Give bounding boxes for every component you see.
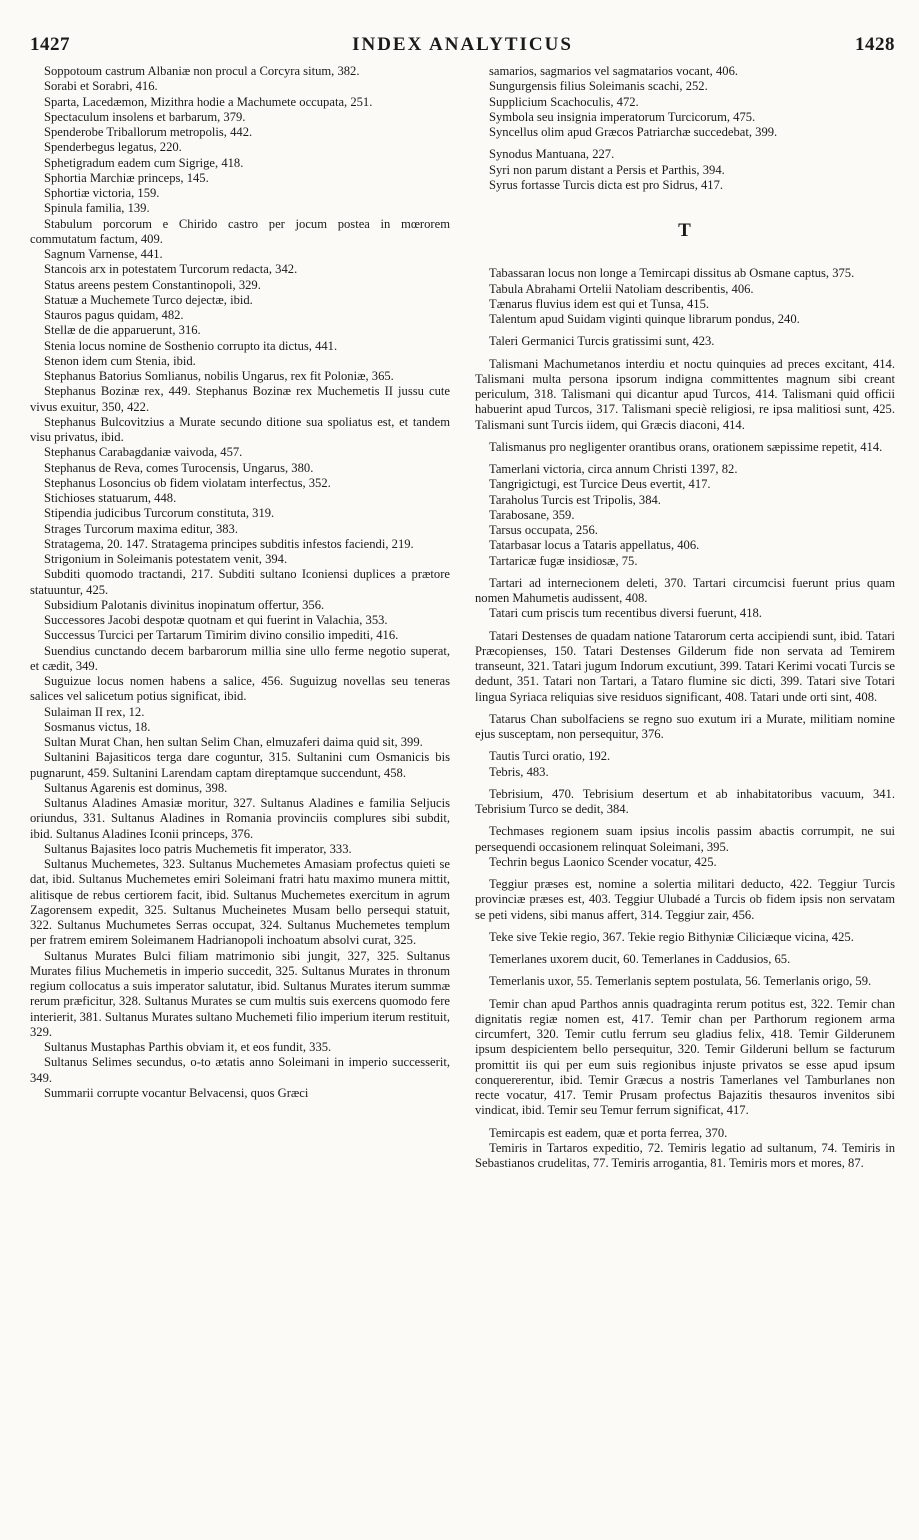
index-entry: Strages Turcorum maxima editur, 383. <box>44 521 238 536</box>
index-entry: Successus Turcici per Tartarum Timirim divino consilio impediti, 416. <box>44 628 399 643</box>
index-entry: Status areens pestem Constantinopoli, 329. <box>44 277 261 292</box>
index-entry: Stabulum porcorum e Chirido castro per jocum postea in mœrorem commutatum factum, 409. <box>30 216 450 246</box>
index-entry: Stephanus Carabagdaniæ vaivoda, 457. <box>44 445 243 460</box>
index-entry: samarios, sagmarios vel sagmatarios vocant, 406. <box>489 64 739 78</box>
index-entry: Symbola seu insignia imperatorum Turcicorum, 475. <box>489 109 756 124</box>
index-entry: Spenderobe Triballorum metropolis, 442. <box>44 125 253 139</box>
index-entry: Tatarus Chan subolfaciens se regno suo exutum iri a Murate, militiam nomine ejus susceptam, non persequitur, 376. <box>475 711 895 741</box>
page-number-right: 1428 <box>855 34 895 55</box>
index-entry: Temiris in Tartaros expeditio, 72. Temiris legatio ad sultanum, 74. Temiris in Sebastianos crudelitas, 77. Temiris arrogantia, 81. Temiris mors et mores, 87. <box>475 1140 895 1170</box>
index-entry: Syrus fortasse Turcis dicta est pro Sidrus, 417. <box>489 177 724 192</box>
index-entry: Spenderbegus legatus, 220. <box>44 140 182 155</box>
index-entry: Tabassaran locus non longe a Temircapi dissitus ab Osmane captus, 375. <box>489 266 855 281</box>
index-entry: Stellæ de die apparuerunt, 316. <box>44 323 201 338</box>
index-entry: Sultanus Aladines Amasiæ moritur, 327. Sultanus Aladines e familia Seljucis oriundus, 331. Sultanus Aladines in Romania provinciis complures sibi subdit, ibid. Sultanus Aladines Iconii princeps, 376. <box>30 796 450 841</box>
index-entry: Tænarus fluvius idem est qui et Tunsa, 415. <box>489 296 710 311</box>
index-entry: Taraholus Turcis est Tripolis, 384. <box>489 492 661 507</box>
index-entry: Tabula Abrahami Ortelii Natoliam describentis, 406. <box>489 281 754 296</box>
index-entry: Subsidium Palotanis divinitus inopinatum offertur, 356. <box>44 597 325 612</box>
index-entry: Temir chan apud Parthos annis quadraginta rerum potitus est, 322. Temir chan dignitatis regiæ nomen est, 417. Temir chan per Parthorum regionem arma circumfert, 320. Temir cutlu ferrum seu gladius felix, 418. Temir Gilderunem ipsum despicientem bello persequitur, 320. Temir Gilderuni bellum se facturum promittit iis qui per eum suis regionibus injuste privatos se esse apud ipsum conquererentur, ibid. Temir Græcus a nostris Tamerlanes vel Tamburlanes non recte vocatur, 417. Temir Prusam profectus Bajazitis thesauros invenitos sibi vindicat, ibid. Temir seu Temur ferrum significat, 417. <box>475 996 895 1118</box>
index-entry: Spinula familia, 139. <box>44 201 150 216</box>
index-entry: Strigonium in Soleimanis potestatem venit, 394. <box>44 552 288 566</box>
index-entry: Sultanus Agarenis est dominus, 398. <box>44 780 228 795</box>
index-entry: Stipendia judicibus Turcorum constituta, 319. <box>44 506 275 521</box>
index-entry: Sphetigradum eadem cum Sigrige, 418. <box>44 155 244 170</box>
index-entry: Tamerlani victoria, circa annum Christi 1397, 82. <box>489 462 738 476</box>
index-entry: Sphortia Marchiæ princeps, 145. <box>44 170 209 185</box>
index-entry: Teke sive Tekie regio, 367. Tekie regio Bithyniæ Ciliciæque vicina, 425. <box>489 929 854 944</box>
index-entry: Tangrigictugi, est Turcice Deus evertit, 417. <box>489 477 711 492</box>
index-entry: Tautis Turci oratio, 192. <box>489 749 611 764</box>
index-entry: Tarabosane, 359. <box>489 507 575 522</box>
index-entry: Soppotoum castrum Albaniæ non procul a Corcyra situm, 382. <box>44 64 360 78</box>
index-entry: Stephanus Bulcovitzius a Murate secundo ditione sua spoliatus est, et tandem visu privatus, ibid. <box>30 414 450 444</box>
index-entry: Talentum apud Suidam viginti quinque librarum pondus, 240. <box>489 312 800 326</box>
index-entry: Tatari cum priscis tum recentibus diversi fuerunt, 418. <box>489 606 762 621</box>
index-entry: Techmases regionem suam ipsius incolis passim abactis corrumpit, ne sui persequendi occasionem relinquat Soleimani, 395. <box>475 824 895 854</box>
index-entry: Stephanus Losoncius ob fidem violatam interfectus, 352. <box>44 475 331 490</box>
index-entry: Spectaculum insolens et barbarum, 379. <box>44 109 246 124</box>
index-entry: Summarii corrupte vocantur Belvacensi, quos Græci <box>44 1085 309 1100</box>
index-entry: Suendius cunctando decem barbarorum millia sine ullo ferme negotio superat, et cædit, 349. <box>30 643 450 673</box>
index-entry: Stephanus Bozinæ rex, 449. Stephanus Bozinæ rex Muchemetis II jussu cute vivus exuitur, 350, 422. <box>30 384 450 414</box>
index-entry: Tebris, 483. <box>489 764 549 779</box>
index-entry: Techrin begus Laonico Scender vocatur, 425. <box>489 854 717 869</box>
index-entry: Successores Jacobi despotæ quotnam et qui fuerint in Valachia, 353. <box>44 613 388 627</box>
index-entry: Sultanus Bajasites loco patris Muchemetis fit imperator, 333. <box>44 841 352 856</box>
index-entry: Teggiur præses est, nomine a solertia militari deducto, 422. Teggiur Turcis provinciæ præses est, 403. Teggiur Ulubadé a Turcis ob fidem ipsis non servatam se peti videns, sibi manus affert, 314. Teggiur zair, 456. <box>475 877 895 922</box>
index-entry: Sultanus Muchemetes, 323. Sultanus Muchemetes Amasiam profectus quieti se dat, ibid. Sultanus Muchemetes emiri Soleimani fratri hatu maximo munera mittit, alitisque de rebus certiorem facit, ibid. Sultanus Muchemetes exercitum in agrum Zagorensem expedit, 325. Sultanus Mucheinetes Musam bello persequi statuit, 322. Sultanus Muchumetes Serras occupat, 324. Sultanus Muchemetes templum per fratrem emirem Soleimanem Hadrianopoli inchoatum absolvi curat, 325. <box>30 857 450 948</box>
index-entry: Sultanus Murates Bulci filiam matrimonio sibi jungit, 327, 325. Sultanus Murates filius Muchemetis in imperio succedit, 325. Sultanus Murates in thronum regium collocatus a suis imperator salutatur, ibid. Sultanus Murates iterum summæ rerum præficitur, 328. Sultanus Murates se cum multis suis exercens quomodo fere interierit, 381. Sultanus Murates sultano Muchemeti filio imperium iterum restituit, 329. <box>30 948 450 1039</box>
index-entry: Taleri Germanici Turcis gratissimi sunt, 423. <box>489 334 715 349</box>
index-entry: Sagnum Varnense, 441. <box>44 247 163 261</box>
index-entry: Tebrisium, 470. Tebrisium desertum et ab inhabitatoribus vacuum, 341. Tebrisium Turco se dedit, 384. <box>475 786 895 816</box>
index-entry: Syncellus olim apud Græcos Patriarchæ succedebat, 399. <box>489 125 778 139</box>
index-entry: Temerlanes uxorem ducit, 60. Temerlanes in Caddusios, 65. <box>489 952 791 966</box>
index-entry: Sorabi et Sorabri, 416. <box>44 79 158 94</box>
index-entry: Subditi quomodo tractandi, 217. Subditi sultano Iconiensi duplices a prætore statuuntur, 425. <box>30 567 450 597</box>
index-entry: Talismanus pro negligenter orantibus orans, orationem sæpissime repetit, 414. <box>489 439 883 454</box>
index-entry: Talismani Machumetanos interdiu et noctu quinquies ad preces excitant, 414. Talismani multa persona ipsorum indigna committentes magnum sibi creant periculum, 318. Talismani qui dicantur apud Turcos, 414. Talismani quid officii habuerint apud Turcos, 317. Talismani speciè religiosi, re ipsa malitiosi sunt, 425. Talismani sunt Turcis iidem, qui Græcis diaconi, 414. <box>475 356 895 432</box>
index-entry: Tartaricæ fugæ insidiosæ, 75. <box>489 553 638 568</box>
index-entry: Suguizue locus nomen habens a salice, 456. Suguizug novellas seu teneras salices vel salicetum potius significat, ibid. <box>30 674 450 704</box>
right-column-t-entries <box>475 266 895 1171</box>
section-letter-t: T <box>678 220 692 241</box>
index-entry: Sultanini Bajasiticos terga dare coguntur, 315. Sultanini cum Osmanicis bis pugnarunt, 459. Sultanini Larendam captam direptamque succendunt, 458. <box>30 750 450 780</box>
index-entry: Stratagema, 20. 147. Stratagema principes subditis infestos faciendi, 219. <box>44 536 414 551</box>
index-entry: Stephanus de Reva, comes Turocensis, Ungarus, 380. <box>44 460 314 475</box>
page-number-left: 1427 <box>30 34 70 55</box>
index-entry: Sultan Murat Chan, hen sultan Selim Chan, elmuzaferi daima quid sit, 399. <box>44 735 423 749</box>
index-entry: Tatari Destenses de quadam natione Tatarorum certa accipiendi sunt, ibid. Tatari Præcopienses, 150. Tatari Destenses Gilderum fide non servata ad Temirem transeunt, 321. Tatari jugum Indorum excutiunt, 399. Tatari Kerimi vocati Turcis se dedunt, 351. Tatari non Tartari, a Tataro flumine sic dicti, 399. Tatari sive Totari lingua Syriaca reliquias sive residuos significant, 408. Tatari unde orti sint, 408. <box>475 628 895 704</box>
index-entry: Sosmanus victus, 18. <box>44 719 151 734</box>
index-entry: Sparta, Lacedæmon, Mizithra hodie a Machumete occupata, 251. <box>44 94 373 109</box>
index-entry: Tarsus occupata, 256. <box>489 523 598 537</box>
index-entry: Temerlanis uxor, 55. Temerlanis septem postulata, 56. Temerlanis origo, 59. <box>489 974 872 989</box>
index-entry: Synodus Mantuana, 227. <box>489 147 615 162</box>
index-entry: Stichioses statuarum, 448. <box>44 491 177 505</box>
index-entry: Temircapis est eadem, quæ et porta ferrea, 370. <box>489 1125 728 1140</box>
index-entry: Syri non parum distant a Persis et Parthis, 394. <box>489 162 725 177</box>
index-entry: Tartari ad internecionem deleti, 370. Tartari circumcisi fuerunt prius quam nomen Mahumetis audissent, 408. <box>475 575 895 605</box>
running-head <box>30 34 895 58</box>
left-column <box>30 64 450 1101</box>
index-entry: Stephanus Batorius Somlianus, nobilis Ungarus, rex fit Poloniæ, 365. <box>44 369 394 383</box>
index-entry: Sungurgensis filius Soleimanis scachi, 252. <box>489 79 708 94</box>
page-title: INDEX ANALYTICUS <box>352 34 573 55</box>
index-entry: Stancois arx in potestatem Turcorum redacta, 342. <box>44 262 298 277</box>
right-column-s-entries <box>475 64 895 193</box>
index-entry: Supplicium Scachoculis, 472. <box>489 94 639 109</box>
index-entry: Sultanus Mustaphas Parthis obviam it, et eos fundit, 335. <box>44 1040 332 1054</box>
index-entry: Sphortiæ victoria, 159. <box>44 186 160 200</box>
index-entry: Stenon idem cum Stenia, ibid. <box>44 353 196 368</box>
index-entry: Stenia locus nomine de Sosthenio corrupto ita dictus, 441. <box>44 338 338 353</box>
index-entry: Stauros pagus quidam, 482. <box>44 308 184 322</box>
index-entry: Statuæ a Muchemete Turco dejectæ, ibid. <box>44 292 253 307</box>
index-entry: Tatarbasar locus a Tataris appellatus, 406. <box>489 538 700 553</box>
right-column <box>475 64 895 1171</box>
index-entry: Sulaiman II rex, 12. <box>44 704 145 719</box>
index-entry: Sultanus Selimes secundus, o-to ætatis anno Soleimani in imperio successerit, 349. <box>30 1055 450 1085</box>
